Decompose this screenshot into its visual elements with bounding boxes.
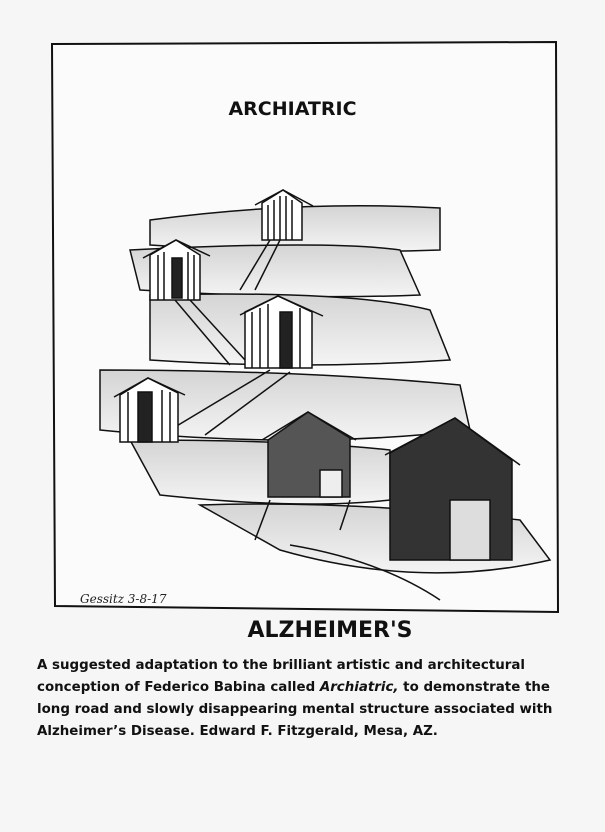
caption-italic: Archiatric, [319, 680, 399, 695]
caption-start: A suggested adaptation to the brilliant artistic and architectural conception of Federico Babina called [37, 658, 525, 695]
caption-text [37, 655, 577, 743]
artist-signature: Gessitz 3-8-17 [80, 592, 167, 606]
title-alzheimers: ALZHEIMER'S [247, 618, 413, 643]
caption-end: to demonstrate the long road and slowly disappearing mental structure associated with Alzheimer’s Disease. Edward F. Fitzgerald, Mesa, AZ. [37, 680, 553, 739]
title-archiatric: ARCHIATRIC [228, 98, 357, 120]
